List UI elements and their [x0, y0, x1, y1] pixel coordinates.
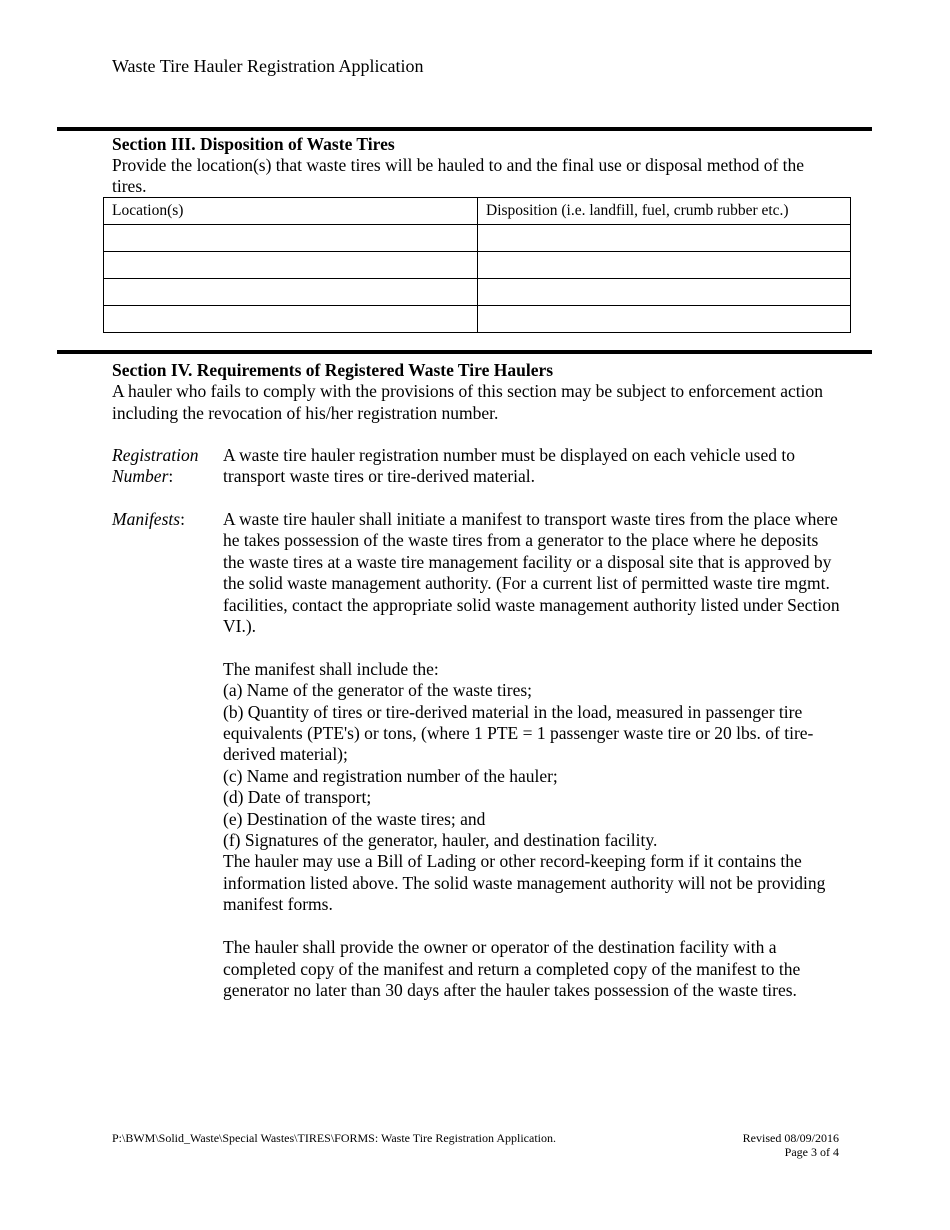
- list-item: (b) Quantity of tires or tire-derived material in the load, measured in passenger tire equivalents (PTE's) or tons, (where 1 PTE = 1 passenger waste tire or 20 lbs. of tire-derived material);: [223, 701, 814, 765]
- bill-of-lading-paragraph: The hauler may use a Bill of Lading or other record-keeping form if it contains the information listed above. The solid waste management authority will not be providing manifest forms.: [223, 851, 826, 915]
- list-item: (c) Name and registration number of the hauler;: [223, 765, 558, 786]
- section-3: [112, 134, 842, 197]
- document-header-title: Waste Tire Hauler Registration Application: [112, 56, 424, 76]
- location-input-cell[interactable]: [104, 306, 478, 333]
- footer-meta: [743, 1131, 839, 1159]
- table-row: [104, 225, 851, 252]
- registration-number-label: Registration Number:: [112, 445, 199, 487]
- list-item: (d) Date of transport;: [223, 787, 372, 808]
- list-item: (e) Destination of the waste tires; and: [223, 808, 486, 829]
- manifests-paragraph: A waste tire hauler shall initiate a manifest to transport waste tires from the place where he takes possession of the waste tires from a generator to the place where he deposits the waste tires at a waste tire management facility or a disposal site that is approved by the solid waste management authority. (For a current list of permitted waste tire mgmt. facilities, contact the appropriate solid waste management authority listed under Section VI.).: [223, 509, 840, 637]
- table-row: [104, 306, 851, 333]
- section-3-intro: Provide the location(s) that waste tires will be hauled to and the final use or disposal method of the tires.: [112, 155, 805, 196]
- table-row: [104, 279, 851, 306]
- manifest-return-paragraph: The hauler shall provide the owner or operator of the destination facility with a completed copy of the manifest and return a completed copy of the manifest to the generator no later than 30 days after the hauler takes possession of the waste tires.: [223, 937, 801, 1000]
- list-item: (f) Signatures of the generator, hauler, and destination facility.: [223, 830, 658, 851]
- manifests-label: Manifests:: [112, 509, 185, 529]
- section-3-heading: Section III. Disposition of Waste Tires: [112, 134, 395, 154]
- section-divider-rule: [57, 127, 872, 131]
- registration-number-text: A waste tire hauler registration number must be displayed on each vehicle used to transport waste tires or tire-derived material.: [223, 445, 795, 487]
- disposition-input-cell[interactable]: [478, 252, 851, 279]
- disposition-column-header: Disposition (i.e. landfill, fuel, crumb rubber etc.): [478, 198, 851, 225]
- disposition-table: [103, 197, 851, 333]
- section-4-heading: Section IV. Requirements of Registered Waste Tire Haulers: [112, 360, 554, 380]
- disposition-input-cell[interactable]: [478, 306, 851, 333]
- manifest-list-intro: The manifest shall include the:: [223, 658, 439, 679]
- footer-page-number: Page 3 of 4: [784, 1145, 839, 1159]
- section-divider-rule: [57, 350, 872, 354]
- section-4-intro: A hauler who fails to comply with the provisions of this section may be subject to enforcement action including the revocation of his/her registration number.: [112, 381, 824, 423]
- disposition-input-cell[interactable]: [478, 225, 851, 252]
- location-column-header: Location(s): [104, 198, 478, 225]
- list-item: (a) Name of the generator of the waste tires;: [223, 680, 533, 701]
- footer-revised-date: Revised 08/09/2016: [742, 1131, 839, 1145]
- manifests-requirement: [112, 509, 842, 1023]
- manifests-body: [223, 509, 843, 1001]
- disposition-input-cell[interactable]: [478, 279, 851, 306]
- location-input-cell[interactable]: [104, 252, 478, 279]
- table-header-row: [104, 198, 851, 225]
- location-input-cell[interactable]: [104, 279, 478, 306]
- footer-file-path: P:\BWM\Solid_Waste\Special Wastes\TIRES\FORMS: Waste Tire Registration Application.: [112, 1131, 556, 1145]
- section-4: [112, 360, 842, 424]
- location-input-cell[interactable]: [104, 225, 478, 252]
- table-row: [104, 252, 851, 279]
- registration-number-requirement: [112, 445, 842, 488]
